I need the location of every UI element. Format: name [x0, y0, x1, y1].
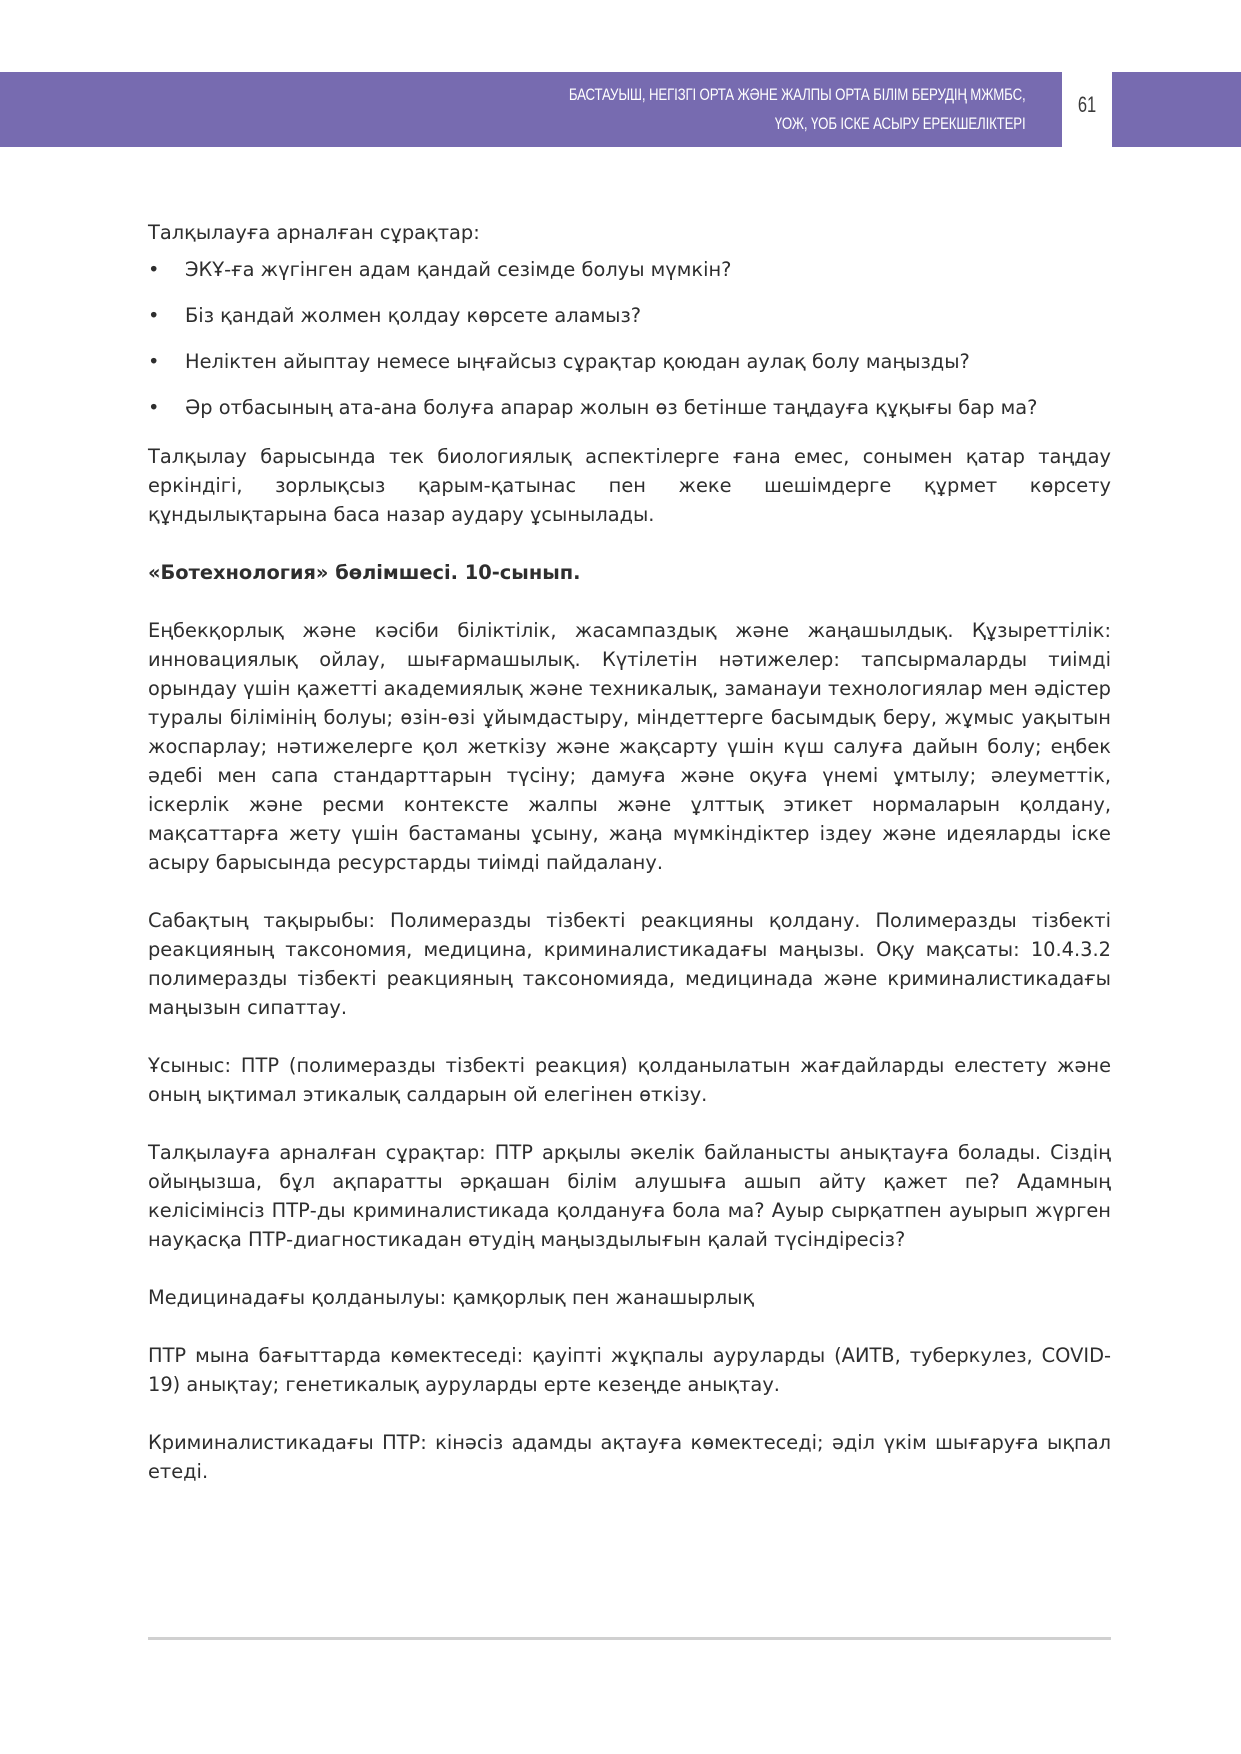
- list-item: [148, 393, 1111, 422]
- page-number: 61: [1077, 92, 1097, 117]
- running-header-line-2: ҮОЖ, ҮОБ ІСКЕ АСЫРУ ЕРЕКШЕЛІКТЕРІ: [775, 114, 1026, 133]
- page-body: [148, 218, 1111, 1486]
- questions-intro: Талқылауға арналған сұрақтар:: [148, 221, 480, 244]
- question-text: ЭКҰ-ға жүгінген адам қандай сезімде болуы мүмкін?: [185, 258, 732, 281]
- bullet-icon: •: [148, 396, 160, 419]
- discussion-questions-paragraph: Талқылауға арналған сұрақтар: ПТР арқылы әкелік байланысты анықтауға болады. Сіздің ойыңызша, бұл ақпаратты әрқашан білім алушыға ашып айту қажет пе? Адамның келісімінсіз ПТР-ды криминалистикада қолдануға бола ма? Ауыр сырқатпен ауырып жүрген науқасқа ПТР-диагностикадан өтудің маңыздылығын қалай түсіндіресіз?: [148, 1141, 1111, 1251]
- forensic-pcr-paragraph: Криминалистикадағы ПТР: кінәсіз адамды ақтауға көмектеседі; әділ үкім шығаруға ықпал етеді.: [148, 1431, 1111, 1483]
- running-header-accent-block: [1112, 72, 1241, 147]
- section-heading: «Ботехнология» бөлімшесі. 10-сынып.: [148, 561, 581, 584]
- running-header-line-1: БАСТАУЫШ, НЕГІЗГІ ОРТА ЖӘНЕ ЖАЛПЫ ОРТА БІЛІМ БЕРУДІҢ МЖМБС,: [569, 85, 1026, 104]
- running-header-bar: [0, 72, 1062, 147]
- medicine-use-paragraph: Медицинадағы қолданылуы: қамқорлық пен жанашырлық: [148, 1286, 755, 1309]
- question-text: Әр отбасының ата-ана болуға апарар жолын өз бетінше таңдауға құқығы бар ма?: [185, 396, 1038, 419]
- question-text: Неліктен айыптау немесе ыңғайсыз сұрақтар қоюдан аулақ болу маңызды?: [185, 350, 970, 373]
- pcr-helps-paragraph: ПТР мына бағыттарда көмектеседі: қауіпті жұқпалы ауруларды (АИТВ, туберкулез, COVID-19) анықтау; генетикалық ауруларды ерте кезеңде анықтау.: [148, 1344, 1111, 1396]
- questions-list: [148, 255, 1111, 422]
- bullet-icon: •: [148, 350, 160, 373]
- suggestion-paragraph: Ұсыныс: ПТР (полимеразды тізбекті реакция) қолданылатын жағдайларды елестету және оның ықтимал этикалық салдарын ой елегінен өткізу.: [148, 1054, 1111, 1106]
- list-item: [148, 301, 1111, 330]
- question-text: Біз қандай жолмен қолдау көрсете аламыз?: [185, 304, 642, 327]
- competencies-paragraph: Еңбекқорлық және кәсіби біліктілік, жасампаздық және жаңашылдық. Құзыреттілік: инновациялық ойлау, шығармашылық. Күтілетін нәтижелер: тапсырмаларды тиімді орындау үшін қажетті академиялық және техникалық, заманауи технологиялар мен әдістер туралы білімінің болуы; өзін-өзі ұйымдастыру, міндеттерге басымдық беру, жұмыс уақытын жоспарлау; нәтижелерге қол жеткізу және жақсарту үшін күш салуға дайын болу; еңбек әдебі мен сапа стандарттарын түсіну; дамуға және оқуға үнемі ұмтылу; әлеуметтік, іскерлік және ресми контексте жалпы және ұлттық этикет нормаларын қолдану, мақсаттарға жету үшін бастаманы ұсыну, жаңа мүмкіндіктер іздеу және идеяларды іске асыру барысында ресурстарды тиімді пайдалану.: [148, 619, 1111, 874]
- discussion-note: Талқылау барысында тек биологиялық аспектілерге ғана емес, сонымен қатар таңдау еркіндігі, зорлықсыз қарым-қатынас пен жеке шешімдерге құрмет көрсету құндылықтарына баса назар аудару ұсынылады.: [148, 445, 1111, 526]
- bullet-icon: •: [148, 258, 160, 281]
- list-item: [148, 255, 1111, 284]
- running-header-title: [569, 80, 1026, 138]
- lesson-topic-paragraph: Сабақтың тақырыбы: Полимеразды тізбекті реакцияны қолдану. Полимеразды тізбекті реакцияның таксономия, медицина, криминалистикадағы маңызы. Оқу мақсаты: 10.4.3.2 полимеразды тізбекті реакцияның таксономияда, медицинада және криминалистикадағы маңызын сипаттау.: [148, 909, 1111, 1019]
- footer-divider: [148, 1637, 1111, 1640]
- list-item: [148, 347, 1111, 376]
- bullet-icon: •: [148, 304, 160, 327]
